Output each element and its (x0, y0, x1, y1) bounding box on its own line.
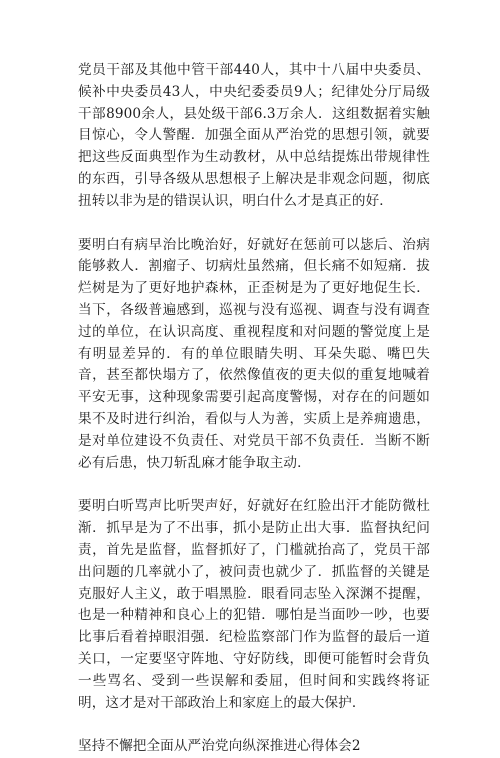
paragraph-spacer (78, 213, 430, 235)
paragraph-early-treatment: 要明白有病早治比晚治好，好就好在惩前可以毖后、治病能够救人．割瘤子、切病灶虽然痛，但长痛不如短痛．拔烂树是为了更好地护森林，正歪树是为了更好地促生长．当下，各级普遍感到，巡视与没有巡视、调查与没有调查过的单位，在认识高度、重视程度和对问题的警觉度上是有明显差异的．有的单位眼睛失明、耳朵失聪、嘴巴失音，甚至都快塌方了，依然像值夜的更夫似的重复地喊着平安无事，这种现象需要引起高度警惕，对存在的问题如果不及时进行纠治，看似与人为善，实质上是养痈遗患，是对单位建设不负责任、对党员干部不负责任．当断不断必有后患，快刀斩乱麻才能争取主动． (78, 236, 430, 471)
document-body (78, 60, 430, 758)
section-heading: 坚持不懈把全面从严治党向纵深推进心得体会2 (78, 738, 361, 755)
paragraph-spacer (78, 714, 430, 736)
paragraph-statistics: 党员干部及其他中管干部440人，其中十八届中央委员、候补中央委员43人，中央纪委委员9人；纪律处分厅局级干部8900余人，县处级干部6.3万余人．这组数据着实触目惊心，令人警醒．加强全面从严治党的思想引领，就要把这些反面典型作为生动教材，从中总结提炼出带规律性的东西，引导各级从思想根子上解决是非观念问题，彻底扭转以非为是的错误认识，明白什么才是真正的好． (78, 62, 430, 209)
paragraph-spacer (78, 474, 430, 496)
paragraph-criticism: 要明白听骂声比听哭声好，好就好在红脸出汗才能防微杜渐．抓早是为了不出事，抓小是防止出大事．监督执纪问责，首先是监督，监督抓好了，门槛就抬高了，党员干部出问题的几率就小了，被问责也就少了．抓监督的关键是克服好人主义，敢于唱黑脸．眼看同志坠入深渊不提醒，也是一种精神和良心上的犯错．哪怕是当面吵一吵，也要比事后看着掉眼泪强．纪检监察部门作为监督的最后一道关口，一定要坚守阵地、守好防线，即便可能暂时会背负一些骂名、受到一些误解和委屈，但时间和实践终将证明，这才是对干部政治上和家庭上的最大保护． (78, 498, 430, 711)
